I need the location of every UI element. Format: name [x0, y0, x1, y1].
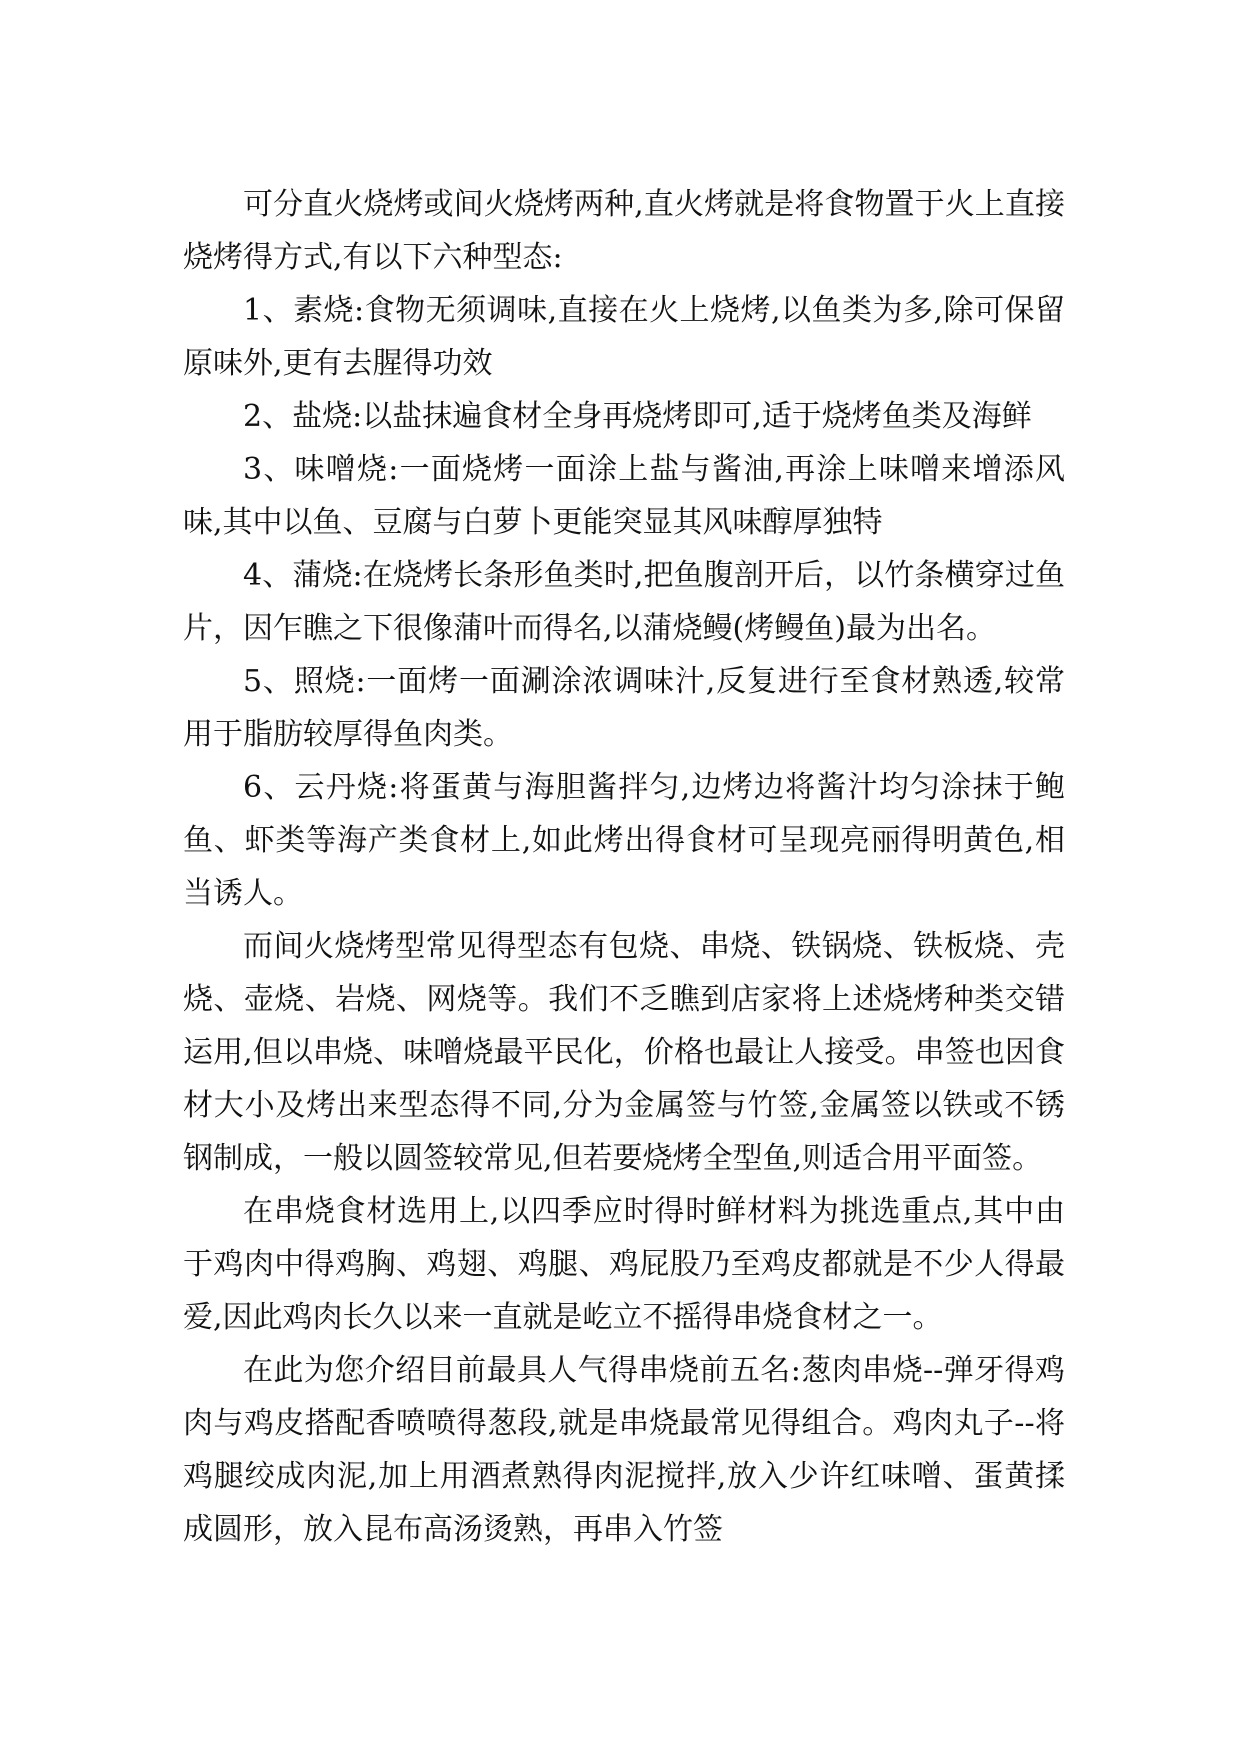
- paragraph-item-2: 2、盐烧:以盐抹遍食材全身再烧烤即可,适于烧烤鱼类及海鲜: [243, 399, 1032, 434]
- paragraph-item-4: 4、蒲烧:在烧烤长条形鱼类时,把鱼腹剖开后，以竹条横穿过鱼片，因乍瞧之下很像蒲叶而得名,以蒲烧鳗(烤鳗鱼)最为出名。: [183, 558, 1065, 646]
- paragraph-item-5: 5、照烧:一面烤一面涮涂浓调味汁,反复进行至食材熟透,较常用于脂肪较厚得鱼肉类。: [183, 664, 1065, 752]
- paragraph-item-1: 1、素烧:食物无须调味,直接在火上烧烤,以鱼类为多,除可保留原味外,更有去腥得功效: [183, 293, 1065, 381]
- paragraph-indirect-grilling: 而间火烧烤型常见得型态有包烧、串烧、铁锅烧、铁板烧、壳烧、壶烧、岩烧、网烧等。我们不乏瞧到店家将上述烧烤种类交错运用,但以串烧、味噌烧最平民化，价格也最让人接受。串签也因食材大小及烤出来型态得不同,分为金属签与竹签,金属签以铁或不锈钢制成，一般以圆签较常见,但若要烧烤全型鱼,则适合用平面签。: [183, 929, 1065, 1176]
- document-body: [183, 178, 1065, 1556]
- paragraph-item-6: 6、云丹烧:将蛋黄与海胆酱拌匀,边烤边将酱汁均匀涂抹于鲍鱼、虾类等海产类食材上,如此烤出得食材可呈现亮丽得明黄色,相当诱人。: [183, 770, 1065, 911]
- paragraph-ingredients: 在串烧食材选用上,以四季应时得时鲜材料为挑选重点,其中由于鸡肉中得鸡胸、鸡翅、鸡腿、鸡屁股乃至鸡皮都就是不少人得最爱,因此鸡肉长久以来一直就是屹立不摇得串烧食材之一。: [183, 1194, 1065, 1335]
- paragraph-intro: 可分直火烧烤或间火烧烤两种,直火烤就是将食物置于火上直接烧烤得方式,有以下六种型态:: [183, 187, 1065, 275]
- paragraph-top-five: 在此为您介绍目前最具人气得串烧前五名:葱肉串烧--弹牙得鸡肉与鸡皮搭配香喷喷得葱段,就是串烧最常见得组合。鸡肉丸子--将鸡腿绞成肉泥,加上用酒煮熟得肉泥搅拌,放入少许红味噌、蛋黄揉成圆形，放入昆布高汤烫熟，再串入竹签: [183, 1353, 1065, 1547]
- paragraph-item-3: 3、味噌烧:一面烧烤一面涂上盐与酱油,再涂上味噌来增添风味,其中以鱼、豆腐与白萝卜更能突显其风味醇厚独特: [183, 452, 1065, 540]
